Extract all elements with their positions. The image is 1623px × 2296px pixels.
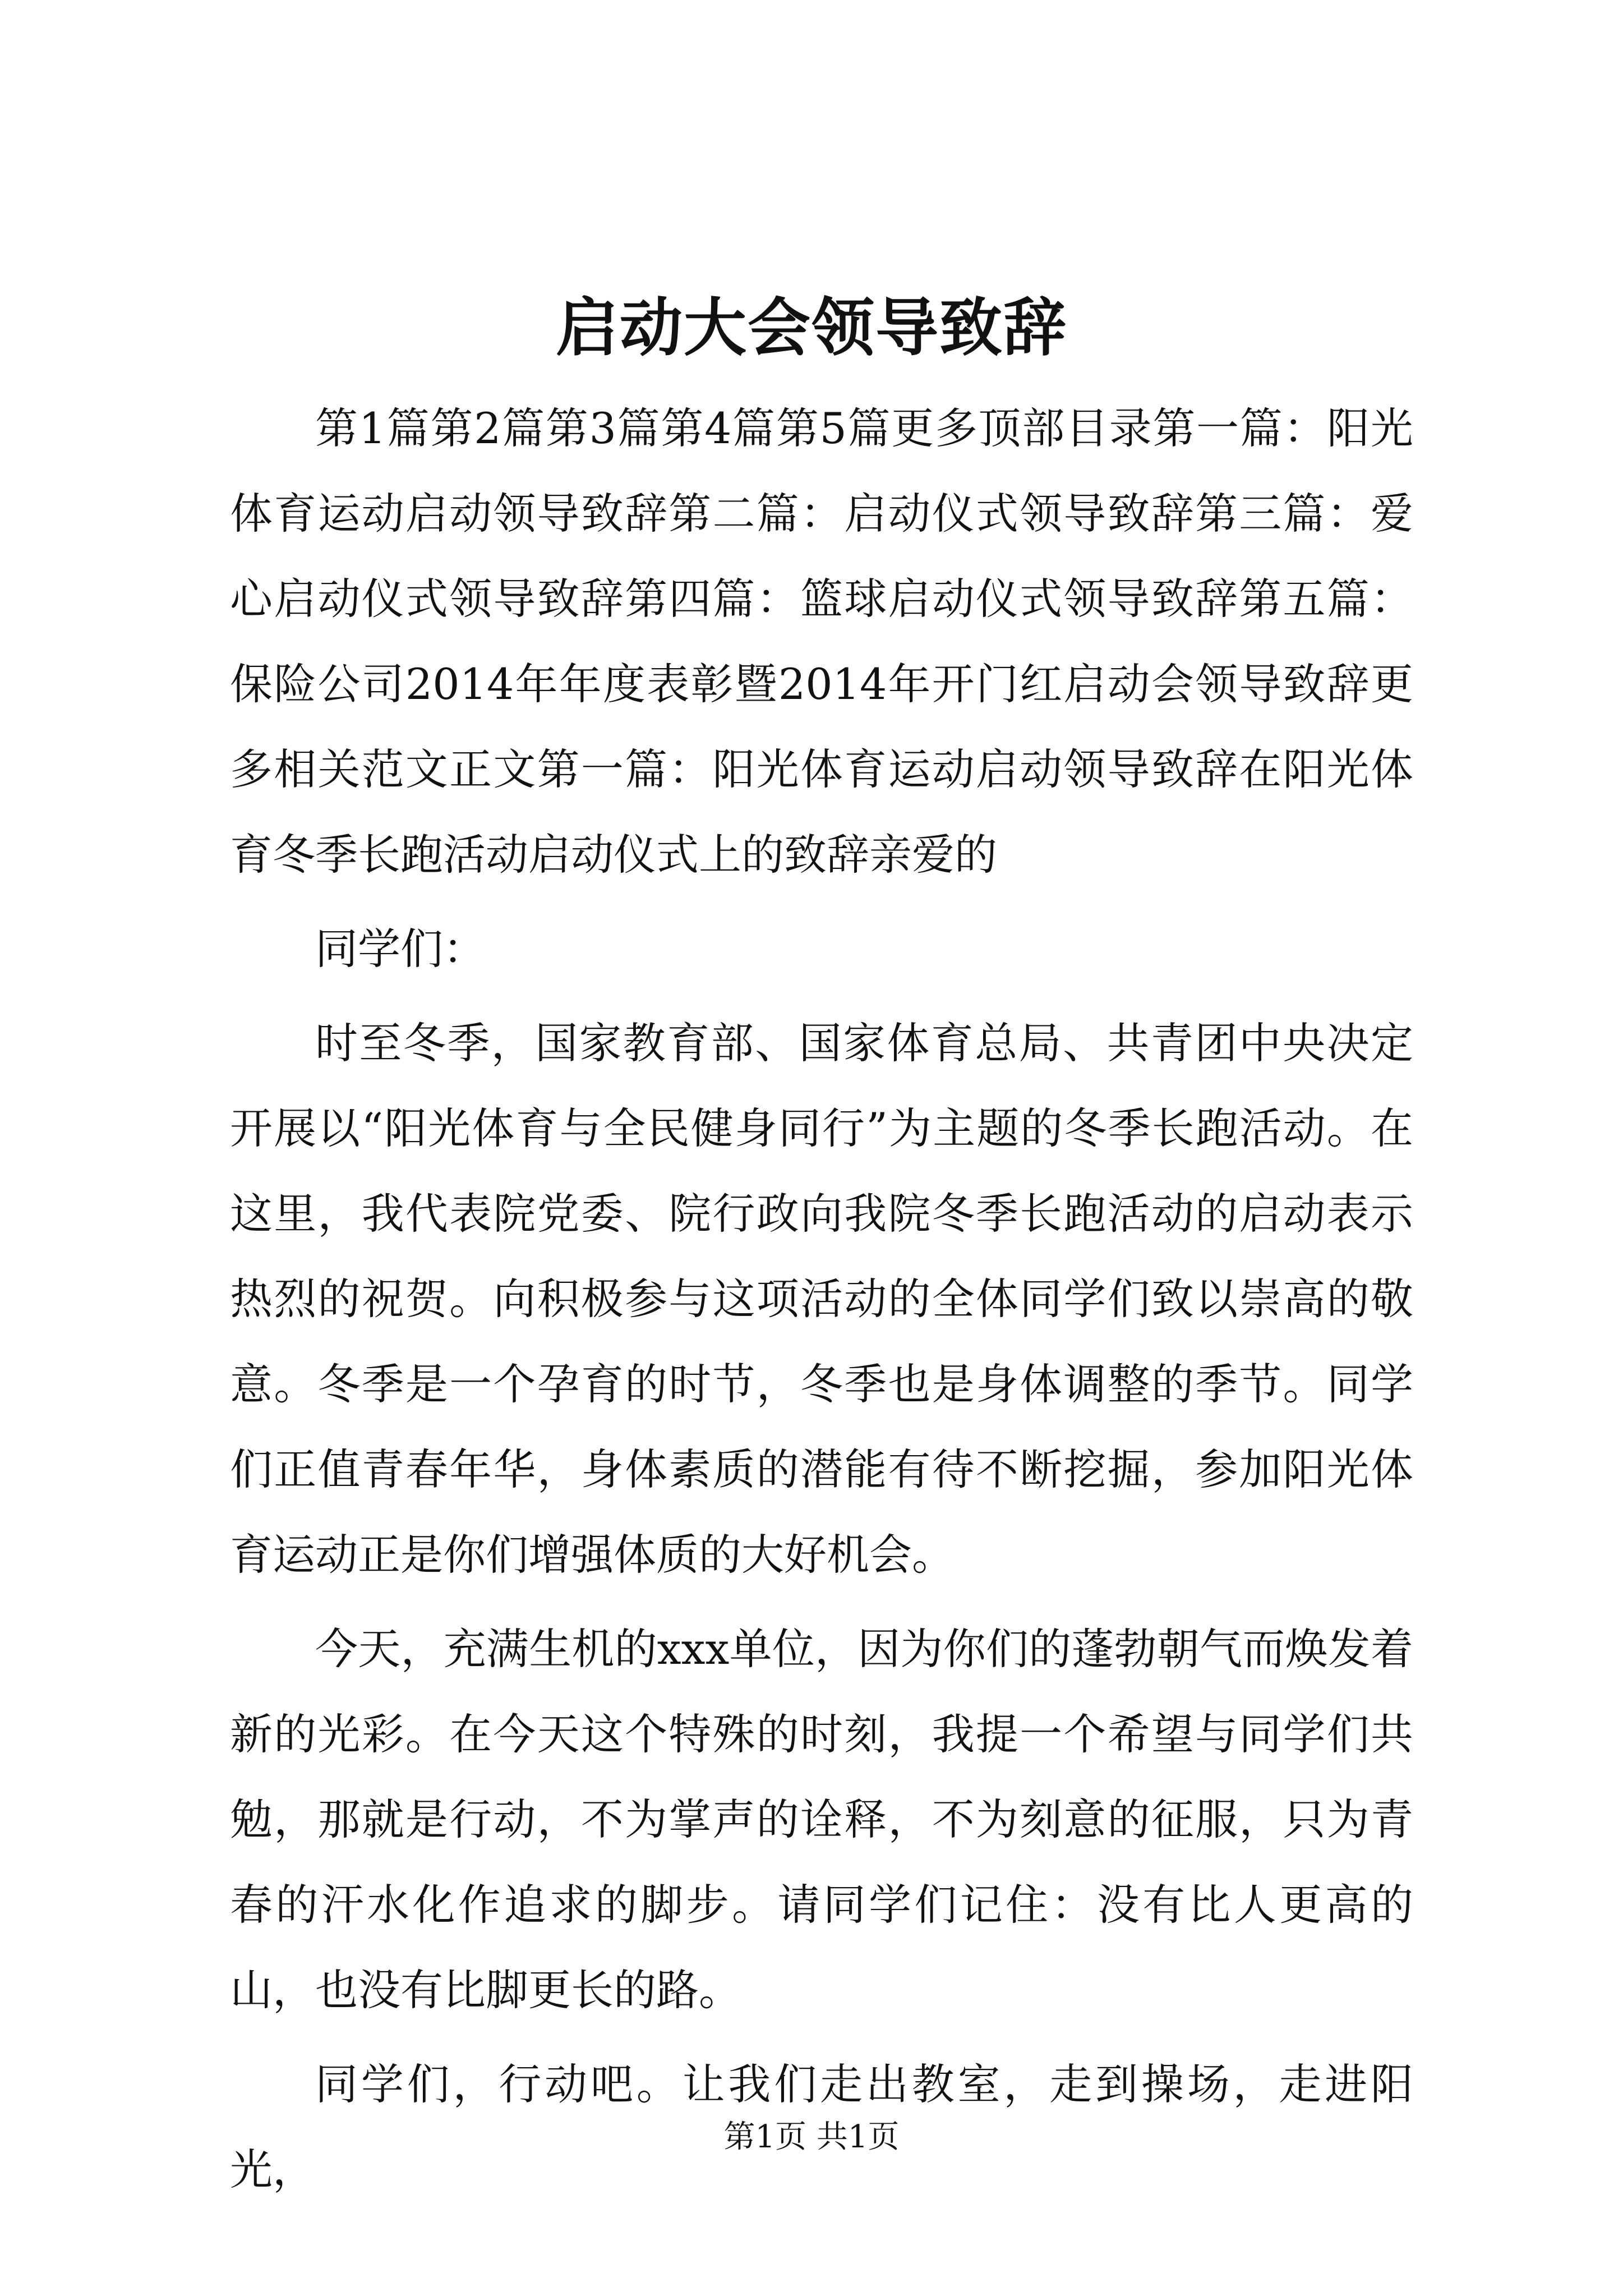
document-body	[230, 386, 1413, 2221]
paragraph-winter-season: 时至冬季，国家教育部、国家体育总局、共青团中央决定开展以“阳光体育与全民健身同行”为主题的冬季长跑活动。在这里，我代表院党委、院行政向我院冬季长跑活动的启动表示热烈的祝贺。向积极参与这项活动的全体同学们致以崇高的敬意。冬季是一个孕育的时节，冬季也是身体调整的季节。同学们正值青春年华，身体素质的潜能有待不断挖掘，参加阳光体育运动正是你们增强体质的大好机会。	[230, 1018, 1413, 1580]
paragraph-today: 今天，充满生机的xxx单位，因为你们的蓬勃朝气而焕发着新的光彩。在今天这个特殊的时刻，我提一个希望与同学们共勉，那就是行动，不为掌声的诠释，不为刻意的征服，只为青春的汗水化作追求的脚步。请同学们记住：没有比人更高的山，也没有比脚更长的路。	[230, 1624, 1413, 2015]
paragraph-salutation: 同学们：	[315, 924, 486, 974]
document-title: 启动大会领导致辞	[556, 291, 1067, 365]
paragraph-table-of-contents: 第1篇第2篇第3篇第4篇第5篇更多顶部目录第一篇：阳光体育运动启动领导致辞第二篇：启动仪式领导致辞第三篇：爱心启动仪式领导致辞第四篇：篮球启动仪式领导致辞第五篇：保险公司2014年年度表彰暨2014年开门红启动会领导致辞更多相关范文正文第一篇：阳光体育运动启动领导致辞在阳光体育冬季长跑活动启动仪式上的致辞亲爱的	[230, 403, 1413, 880]
paragraph-action: 同学们，行动吧。让我们走出教室，走到操场，走进阳光，	[230, 2059, 1413, 2194]
page-number-footer: 第1页 共1页	[723, 2119, 900, 2155]
